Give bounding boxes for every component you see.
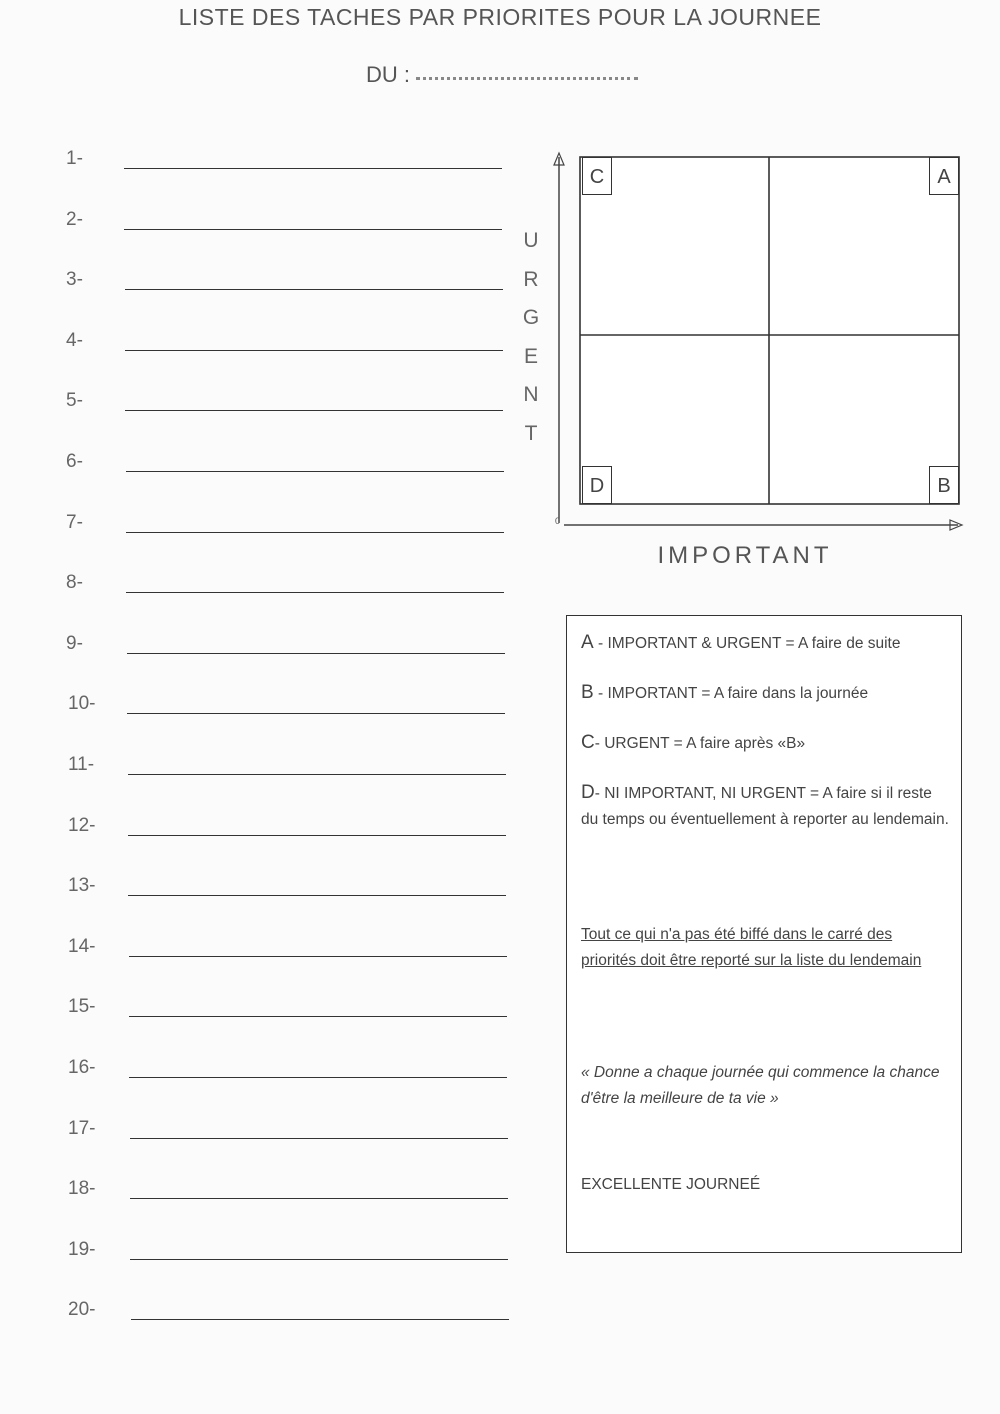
task-number: 18- [68,1178,96,1200]
task-number: 20- [68,1299,96,1321]
task-row [0,1057,520,1109]
legend-letter-d: D [581,782,595,803]
task-number: 19- [68,1238,96,1260]
task-entry-line[interactable] [125,410,503,411]
task-row [0,208,520,261]
task-number: 14- [68,935,96,957]
task-entry-line[interactable] [124,229,502,230]
task-number: 12- [68,814,96,836]
task-row [0,390,520,442]
quadrant-d-label: D [582,466,612,504]
legend-letter-c: C [581,732,595,753]
task-entry-line[interactable] [130,1138,508,1139]
task-row [0,754,520,806]
task-entry-line[interactable] [128,895,506,896]
date-dotted-line[interactable] [416,75,638,80]
task-row [0,875,520,927]
task-entry-line[interactable] [130,1259,508,1260]
task-row [0,935,520,988]
urgent-letter: T [524,421,538,445]
task-number: 8- [66,572,83,594]
task-entry-line[interactable] [127,713,505,714]
task-entry-line[interactable] [128,835,506,836]
task-entry-line[interactable] [130,1198,508,1199]
origin-label: 0 [555,516,561,526]
task-number: 16- [68,1057,96,1078]
task-number: 11- [68,754,95,775]
task-number: 3- [66,269,83,291]
quadrant-b-label: B [929,466,959,504]
legend-item-c [581,730,951,757]
task-row [0,693,520,745]
task-row [0,996,520,1048]
legend-letter-b: B [581,682,594,703]
task-entry-line[interactable] [129,956,507,957]
legend-box [566,615,962,1253]
legend-text-d: - NI IMPORTANT, NI URGENT = A faire si il reste du temps ou éventuellement à reporter au lendemain. [581,785,949,828]
urgent-letter: U [523,229,539,252]
date-field[interactable] [366,62,638,88]
motivational-quote: « Donne a chaque journée qui commence la chance d'être la meilleure de ta vie » [581,1064,940,1107]
legend-item-a [581,630,951,657]
task-row [0,632,520,685]
legend-text-b: - IMPORTANT = A faire dans la journée [593,685,869,702]
task-row [0,1299,520,1351]
task-row [0,511,520,564]
task-number: 9- [66,632,83,654]
task-number: 10- [68,693,96,715]
urgent-letter: G [522,306,540,329]
task-entry-line[interactable] [126,592,504,593]
task-entry-line[interactable] [125,350,503,351]
task-row [0,451,520,503]
important-axis-label: IMPORTANT [657,542,833,569]
task-row [0,572,520,624]
urgent-letter: N [523,383,539,406]
carry-over-note: Tout ce qui n'a pas été biffé dans le carré des priorités doit être reporté sur la liste du lendemain [581,926,922,969]
task-row [0,1238,520,1291]
task-entry-line[interactable] [125,289,503,290]
urgent-letter: E [523,344,538,368]
task-number: 17- [68,1117,96,1139]
task-entry-line[interactable] [126,471,504,472]
task-row [0,1117,520,1170]
legend-letter-a: A [581,632,594,653]
page-title: LISTE DES TACHES PAR PRIORITES POUR LA JOURNEE [178,4,822,30]
task-entry-line[interactable] [127,653,505,654]
task-number: 6- [66,451,83,472]
task-entry-line[interactable] [124,168,502,169]
task-row [0,329,520,382]
task-number: 2- [66,208,83,230]
task-row [0,814,520,867]
task-entry-line[interactable] [129,1077,507,1078]
task-number: 1- [66,148,83,169]
task-entry-line[interactable] [131,1319,509,1320]
task-entry-line[interactable] [129,1016,507,1017]
quadrant-a-label: A [929,157,959,195]
urgent-letter: R [523,267,539,291]
legend-text-a: - IMPORTANT & URGENT = A faire de suite [593,635,901,652]
date-label: DU : [366,62,410,87]
legend-text-c: - URGENT = A faire après «B» [594,735,806,752]
task-row [0,148,520,200]
task-entry-line[interactable] [126,532,504,533]
task-number: 5- [66,390,83,412]
task-row [0,269,520,321]
task-number: 15- [68,996,96,1018]
task-number: 13- [68,875,96,897]
quadrant-c-label: C [582,157,612,195]
task-number: 7- [66,511,83,533]
closing-text: EXCELLENTE JOURNEÉ [581,1176,761,1193]
legend-item-b [581,680,951,707]
task-row [0,1178,520,1230]
legend-item-d [581,780,951,833]
task-number: 4- [66,329,83,351]
task-entry-line[interactable] [128,774,506,775]
